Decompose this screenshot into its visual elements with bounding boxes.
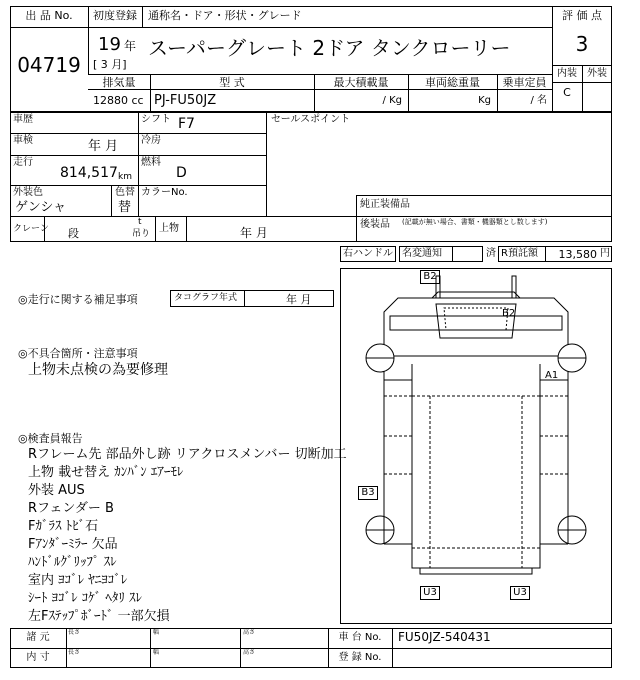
crane-label: クレーン	[13, 224, 49, 234]
car-name: スーパーグレート 2ドア タンクローリー	[148, 36, 511, 60]
height-label: 高さ	[243, 629, 256, 636]
ac-label: 冷房	[141, 135, 161, 146]
model-name-label: 通称名・ドア・形状・グレード	[148, 9, 302, 22]
steering-value: 右ハンドル	[343, 248, 393, 259]
interior-grade: C	[563, 86, 571, 99]
inspector-report-label: ◎検査員報告	[18, 432, 83, 445]
displacement-label: 排気量	[102, 76, 136, 89]
first-reg-label: 初度登録	[93, 9, 137, 22]
sales-point-label: セールスポイント	[271, 114, 351, 125]
exterior-color-value: ゲンシャ	[15, 200, 67, 215]
driving-notes-label: ◎走行に関する補足事項	[18, 293, 138, 306]
damage-mark-b2-top-label: B2	[423, 271, 437, 282]
inspector-line: 左Fｽﾃｯﾌﾟﾎﾞｰﾄﾞ 一部欠損	[28, 609, 170, 624]
mileage-unit: km	[118, 172, 132, 182]
year: 19	[98, 34, 121, 55]
width-label-2: 幅	[153, 649, 160, 656]
length-label-2: 長さ	[68, 649, 81, 656]
defects-label: ◎不具合箇所・注意事項	[18, 347, 138, 360]
mileage-value: 814,517	[60, 165, 118, 181]
gross-weight: Kg	[478, 95, 491, 106]
crane-ton: t	[138, 217, 142, 227]
inspection-label: 車検	[13, 135, 33, 146]
lot-no-label: 出 品 No.	[25, 9, 73, 22]
inspector-line: Fｱﾝﾀﾞｰﾐﾗｰ 欠品	[28, 537, 118, 552]
recycle-amount: 13,580	[558, 248, 597, 261]
fuel-label: 燃料	[141, 157, 161, 168]
recycle-unit: 円	[600, 248, 610, 259]
shift-label: シフト	[141, 114, 171, 125]
mileage-label: 走行	[13, 157, 33, 168]
damage-mark-a1: A1	[545, 370, 559, 381]
width-label: 幅	[153, 629, 160, 636]
height-label-2: 高さ	[243, 649, 256, 656]
model-label: 型 式	[219, 76, 245, 89]
grade-label: 評 価 点	[562, 9, 602, 22]
shift-value: F7	[178, 116, 195, 132]
overall-grade: 3	[575, 32, 589, 56]
color-no-label: カラーNo.	[141, 187, 188, 198]
damage-mark-u3-left-label: U3	[423, 587, 437, 598]
aftermarket-label: 後装品	[360, 219, 390, 230]
color-change-label: 色替	[115, 187, 135, 198]
chassis-no: FU50JZ-540431	[398, 630, 491, 644]
tacho-value: 年 月	[286, 293, 312, 306]
damage-mark-b2-cab: B2	[502, 308, 516, 319]
inspector-line: 上物 載せ替え ｶﾝﾊﾞﾝ ｴｱｰﾓﾚ	[28, 465, 184, 480]
lot-no: 04719	[17, 53, 81, 77]
capacity: / 名	[530, 95, 547, 106]
exterior-label: 外装	[587, 68, 607, 79]
length-label: 長さ	[68, 629, 81, 636]
genuine-equipment-label: 純正装備品	[360, 199, 410, 210]
crane-stage: 段	[68, 227, 79, 240]
tacho-label: タコグラフ年式	[174, 293, 238, 303]
defects-text: 上物未点検の為要修理	[28, 362, 168, 378]
model-code: PJ-FU50JZ	[154, 93, 217, 108]
bed-label: 上物	[159, 223, 179, 234]
displacement: 12880 cc	[93, 94, 144, 107]
inspector-line: Fｶﾞﾗｽ ﾄﾋﾞ石	[28, 519, 99, 534]
inspector-line: 室内 ﾖｺﾞﾚ ﾔﾆﾖｺﾞﾚ	[28, 573, 128, 588]
damage-mark-u3-right-label: U3	[513, 587, 527, 598]
name-change-label: 名変通知	[402, 248, 442, 259]
inspector-line: ｼｰﾄ ﾖｺﾞﾚ ｺｹﾞ ﾍﾀﾘ ｽﾚ	[28, 591, 143, 606]
interior-dims-label: 内 寸	[26, 652, 50, 663]
year-unit: 年	[124, 39, 137, 53]
reg-no-label: 登 録 No.	[338, 652, 382, 663]
month-bracket: [ 3 月]	[93, 58, 127, 71]
gross-weight-label: 車両総重量	[425, 76, 480, 89]
aftermarket-note: (記載が無い場合、書類・機器類とし数します)	[402, 218, 548, 226]
exterior-color-label: 外装色	[13, 187, 43, 198]
max-load: / Kg	[382, 95, 402, 106]
capacity-label: 乗車定員	[502, 76, 547, 89]
inspection-value: 年 月	[88, 139, 119, 154]
damage-mark-b3-label: B3	[361, 487, 375, 498]
inspector-line: Rフェンダー B	[28, 501, 114, 516]
max-load-label: 最大積載量	[333, 76, 389, 89]
recycle-label: R預託額	[501, 248, 538, 259]
crane-hook: 吊り	[132, 229, 151, 239]
bed-date: 年 月	[240, 226, 268, 240]
interior-label: 内装	[557, 68, 577, 79]
fuel-value: D	[176, 165, 187, 181]
seal-mark: 済	[486, 248, 496, 259]
inspector-line: 外装 AUS	[28, 483, 85, 498]
history-label: 車歴	[13, 114, 33, 125]
color-change-value: 替	[118, 200, 132, 215]
truck-diagram	[340, 268, 612, 624]
specs-label: 諸 元	[26, 632, 50, 643]
inspector-line: Rフレーム先 部品外し跡 リアクロスメンバー 切断加工	[28, 447, 347, 462]
chassis-no-label: 車 台 No.	[338, 632, 382, 643]
inspector-line: ﾊﾝﾄﾞﾙｸﾞﾘｯﾌﾟ ｽﾚ	[28, 555, 117, 570]
